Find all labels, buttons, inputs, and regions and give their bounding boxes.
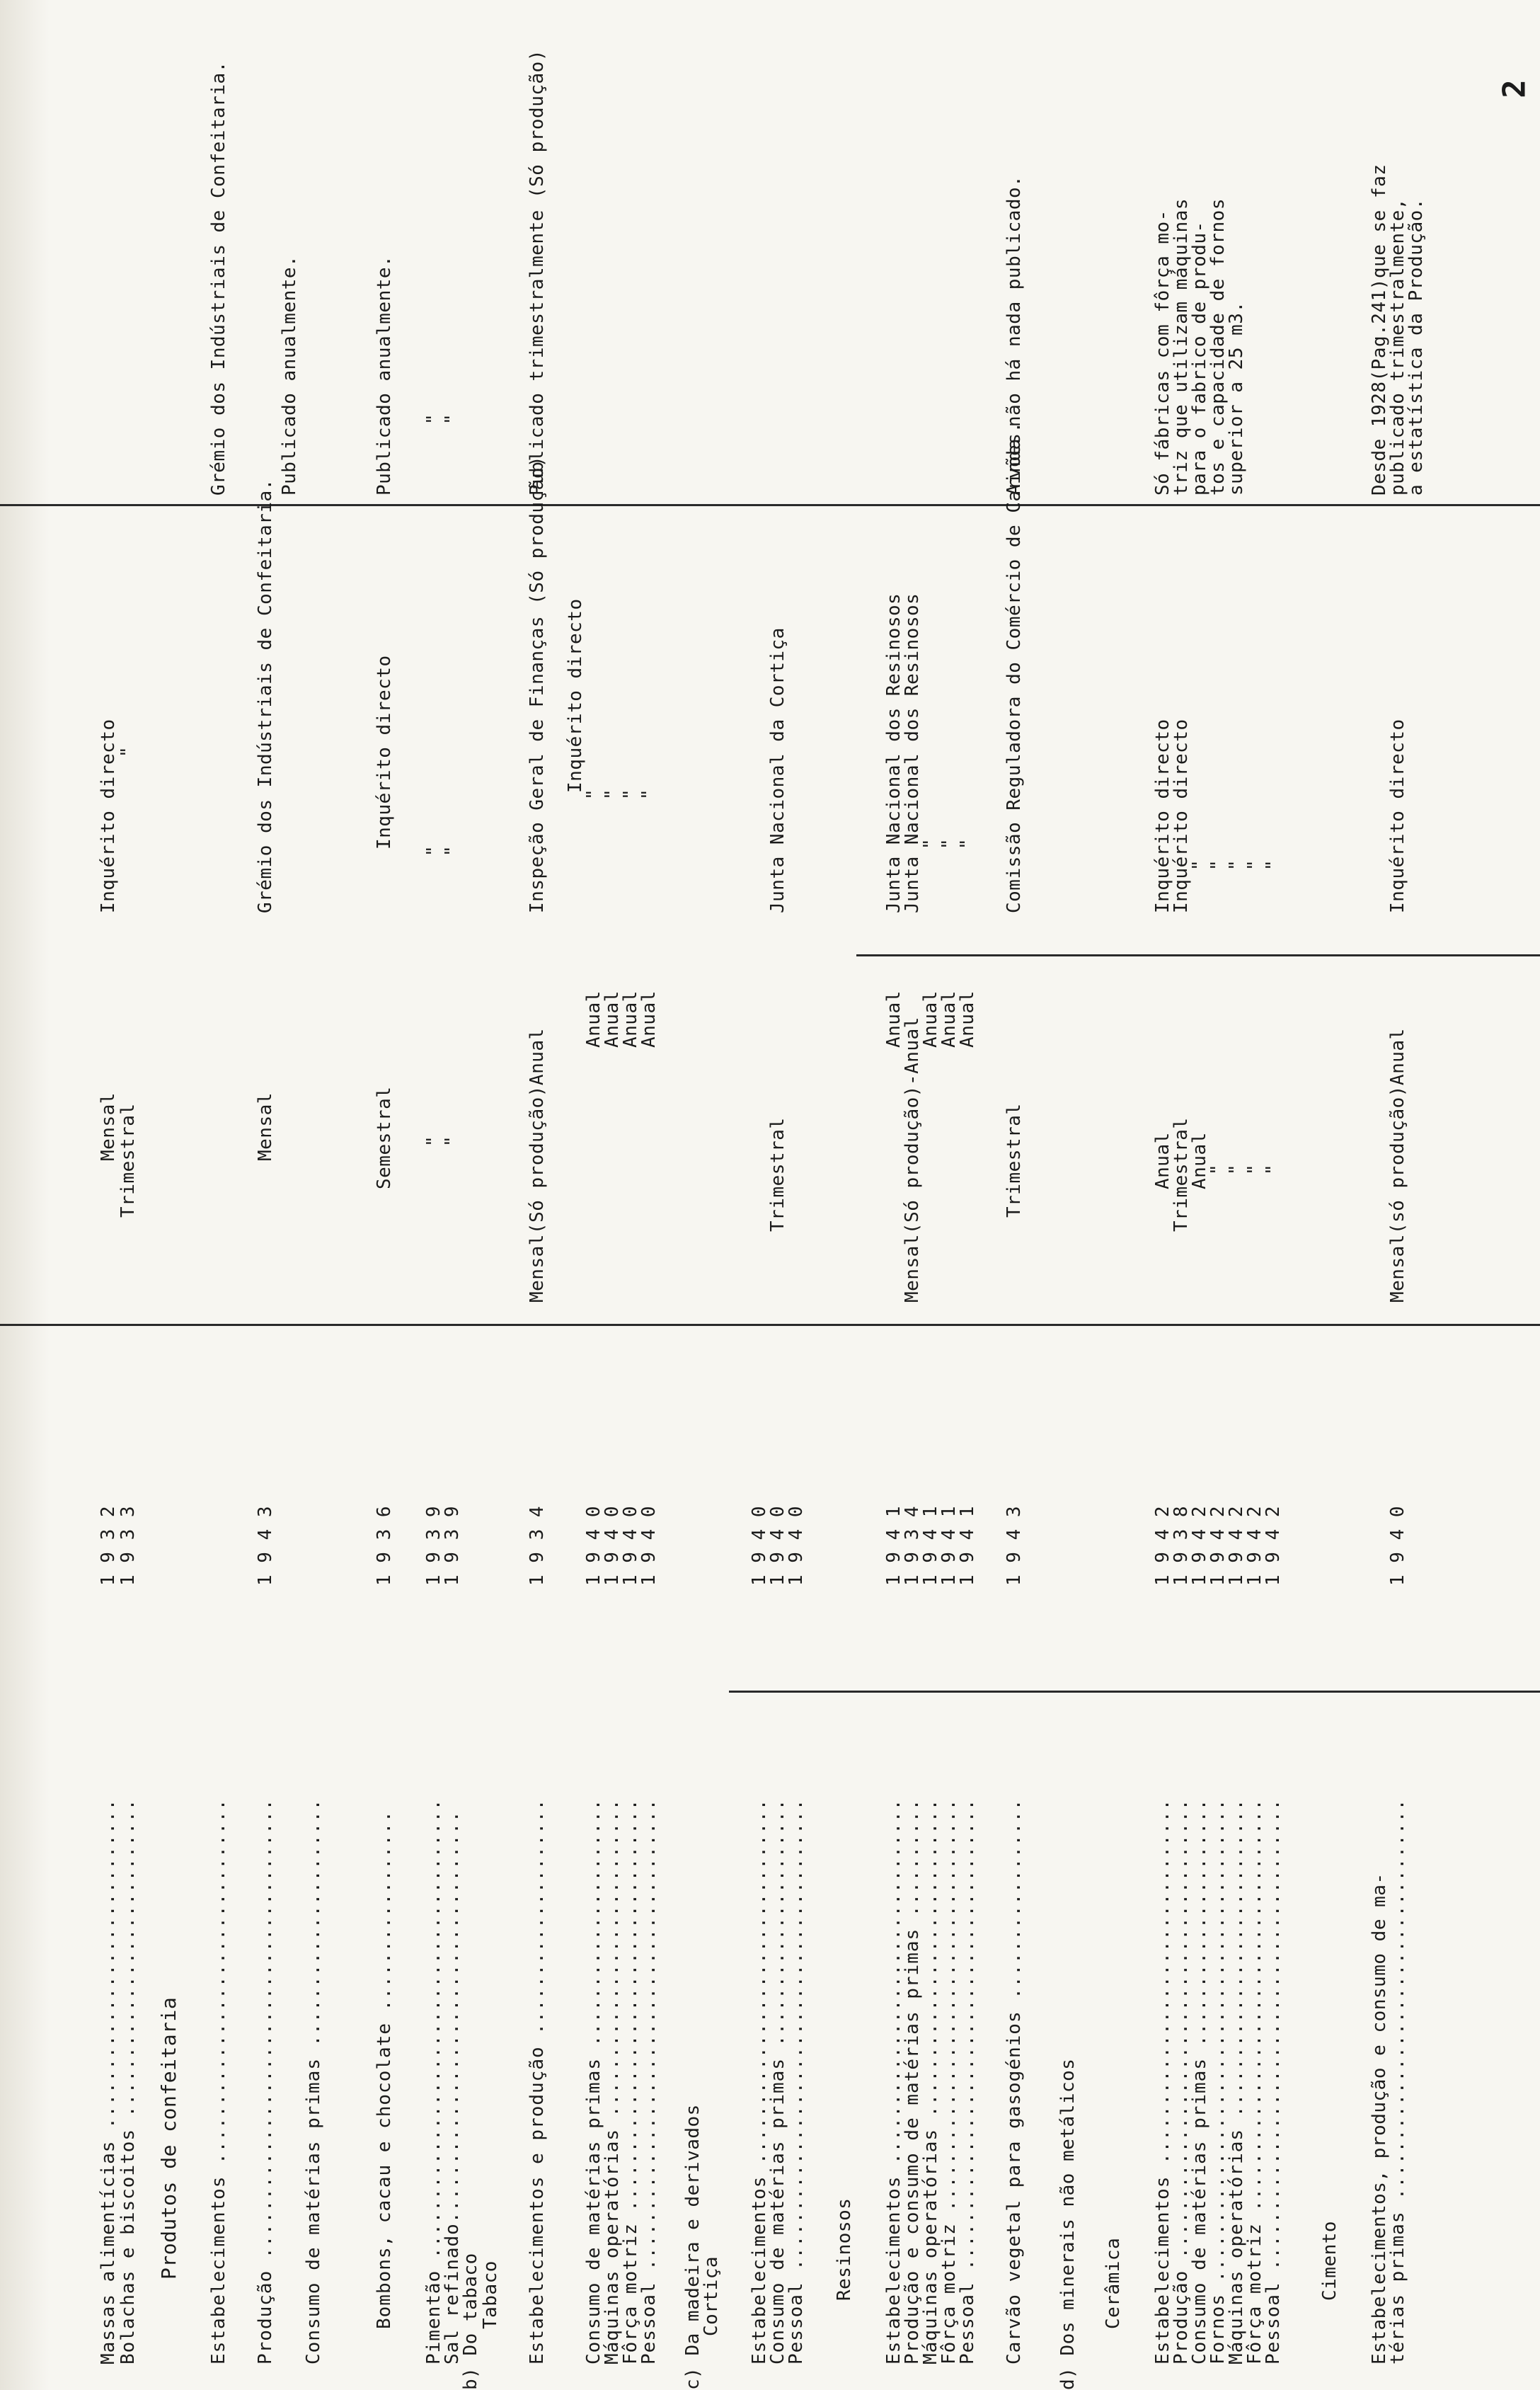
year-maq4: 1 9 4 2 [1226, 1505, 1247, 1586]
freq-bombons: Semestral [374, 1086, 395, 1189]
freq-massas: Mensal [98, 1092, 119, 1161]
label-tabaco-sub: Tabaco [480, 2260, 501, 2329]
note-ceramica-1: Só fábricas com fôrça mo- [1152, 210, 1173, 496]
freq-pessoal4: " [1263, 1163, 1284, 1175]
year-estab4: 1 9 4 2 [1152, 1505, 1173, 1586]
freq-carvao: Trimestral [1004, 1103, 1025, 1218]
label-pessoal1: Pessoal ........................................ [638, 1798, 660, 2365]
label-estab4: Estabelecimentos ............................... [1152, 1798, 1173, 2365]
year-massas: 1 9 3 2 [98, 1505, 119, 1586]
scan-edge-shading [0, 0, 50, 2390]
year-consumo3: 1 9 4 0 [767, 1505, 788, 1586]
note-ceramica-3: para o fabrico de produ- [1189, 221, 1210, 496]
freq-pessoal3: Anual [957, 990, 978, 1048]
freq-consumo2: Anual [583, 990, 604, 1048]
column-rule-4 [0, 504, 1540, 506]
source-maq4: " [1226, 859, 1247, 871]
label-producao4: Produção ....................................... [1171, 1798, 1192, 2365]
source-prodcons: Junta Nacional dos Resinosos [902, 593, 923, 913]
freq-maq2: Anual [920, 990, 941, 1048]
label-forca4: Fôrça motriz ................................... [1244, 1798, 1265, 2365]
label-confeitaria: Produtos de confeitaria [157, 1996, 180, 2280]
label-sal: Sal refinado................................... [442, 1810, 463, 2365]
year-forca4: 1 9 4 2 [1244, 1505, 1265, 1586]
source-consumo4: " [1189, 859, 1210, 871]
freq-forca1: Anual [620, 990, 641, 1048]
label-pessoal2: Pessoal ........................................ [786, 1798, 807, 2365]
freq-estab4: Anual [1152, 1132, 1173, 1189]
obs-pimentao: " [423, 413, 444, 425]
freq-maq1: Anual [602, 990, 623, 1048]
freq-pessoal1: Anual [638, 990, 660, 1048]
year-estab-cim: 1 9 4 0 [1387, 1505, 1408, 1586]
source-sal: " [442, 845, 463, 857]
page-number: 2 [1496, 79, 1533, 98]
year-maq1: 1 9 4 0 [602, 1505, 623, 1586]
note-cimento-2: publicado trimestralmente, [1387, 198, 1408, 496]
label-pessoal3: Pessoal ........................................ [957, 1798, 978, 2365]
column-rule-3 [856, 954, 1540, 956]
year-forca2: 1 9 4 1 [938, 1505, 960, 1586]
label-forca2: Fôrça motriz ................................... [938, 1798, 960, 2365]
freq-forca2: Anual [938, 990, 960, 1048]
label-consumo3: Consumo de matérias primas ..................... [767, 1798, 788, 2365]
source-consumo2: " [583, 788, 604, 800]
freq-sal: " [442, 1135, 463, 1147]
source-inq-dir: Inquérito directo [565, 598, 586, 793]
year-producao1: 1 9 4 3 [255, 1505, 276, 1586]
year-estab3: 1 9 4 1 [883, 1505, 904, 1586]
year-consumo2: 1 9 4 0 [583, 1505, 604, 1586]
freq-maq4: " [1226, 1163, 1247, 1175]
obs-bombons: Publicado anualmente. [374, 255, 395, 496]
freq-estab-prod: Mensal(Só produção)Anual [527, 1028, 548, 1303]
note-ceramica-5: superior a 25 m3. [1226, 301, 1247, 496]
label-ceramica-sub: Cerâmica [1103, 2237, 1124, 2329]
source-pessoal3: " [957, 837, 978, 850]
year-sal: 1 9 3 9 [442, 1505, 463, 1586]
label-estab3: Estabelecimentos ............................... [883, 1798, 904, 2365]
source-pessoal4: " [1263, 859, 1284, 871]
year-pimentao: 1 9 3 9 [423, 1505, 444, 1586]
label-cimento-sub: Cimento [1319, 2220, 1340, 2301]
note-ceramica-2: triz que utilizam máquinas [1171, 198, 1192, 496]
freq-estab3: Anual [883, 990, 904, 1048]
year-pessoal2: 1 9 4 0 [786, 1505, 807, 1586]
freq-forca4: " [1244, 1163, 1265, 1175]
note-cimento-1: Desde 1928(Pag.241)que se faz [1369, 164, 1390, 496]
label-consumo4: Consumo de matérias primas ..................... [1189, 1798, 1210, 2365]
source-carvao: Comissão Reguladora do Comércio de Carvões. [1004, 421, 1025, 913]
label-pessoal4: Pessoal ........................................ [1263, 1798, 1284, 2365]
source-pessoal1: " [638, 788, 660, 800]
note-ceramica-4: tos e capacidade de fornos [1207, 198, 1229, 496]
label-madeira-head: c) Da madeira e derivados [682, 2104, 703, 2390]
source-forca4: " [1244, 859, 1265, 871]
source-forca1: " [620, 788, 641, 800]
source-producao4: Inquérito directo [1171, 719, 1192, 913]
source-pimentao: " [423, 845, 444, 857]
freq-fornos: " [1207, 1163, 1229, 1175]
label-maq1: Máquinas operatórias ........................... [602, 1798, 623, 2365]
source-estab-cim: Inquérito directo [1387, 719, 1408, 913]
year-estab2: 1 9 4 0 [749, 1505, 770, 1586]
obs-estab-prod: Publicado trimestralmente (Só produção) [527, 50, 548, 496]
obs-sal: " [442, 413, 463, 425]
label-producao1: Produção ....................................... [255, 1798, 276, 2365]
year-bombons: 1 9 3 6 [374, 1505, 395, 1586]
year-maq2: 1 9 4 1 [920, 1505, 941, 1586]
label-minerais-head: d) Dos minerais não metálicos [1057, 2058, 1079, 2390]
source-estab2: Junta Nacional da Cortiça [767, 627, 788, 913]
label-bolachas: Bolachas e biscoitos ........................... [117, 1798, 139, 2365]
year-prodcons: 1 9 3 4 [902, 1505, 923, 1586]
obs-estab1: Grémio dos Indústriais de Confeitaria. [208, 61, 229, 496]
note-cimento-3: a estatística da Produção. [1406, 198, 1427, 496]
source-estab3: Junta Nacional dos Resinosos [883, 593, 904, 913]
freq-pimentao: " [423, 1135, 444, 1147]
year-consumo4: 1 9 4 2 [1189, 1505, 1210, 1586]
year-pessoal1: 1 9 4 0 [638, 1505, 660, 1586]
obs-producao1: Publicado anualmente. [279, 255, 300, 496]
source-estab-prod: Inspeção Geral de Finanças (Só produção) [527, 455, 548, 913]
freq-producao1: Mensal [255, 1092, 276, 1161]
label-bombons: Bombons, cacau e chocolate ................. [374, 1810, 395, 2329]
label-tabaco-head: b) Do tabaco [460, 2253, 481, 2390]
year-pessoal4: 1 9 4 2 [1263, 1505, 1284, 1586]
source-estab4: Inquérito directo [1152, 719, 1173, 913]
source-producao1: Grémio dos Indústriais de Confeitaria. [255, 479, 276, 913]
year-forca1: 1 9 4 0 [620, 1505, 641, 1586]
label-consumo1: Consumo de matérias primas ..................... [303, 1798, 324, 2365]
source-bolachas: " [117, 745, 139, 757]
obs-carvao: Ainda não há nada publicado. [1004, 175, 1025, 496]
label-estab1: Estabelecimentos ............................... [208, 1798, 229, 2365]
source-fornos: " [1207, 859, 1229, 871]
freq-estab-cim: Mensal(só produção)Anual [1387, 1028, 1408, 1303]
label-massas: Massas alimentícias ............................ [98, 1798, 119, 2365]
column-rule-1 [729, 1691, 1540, 1693]
label-fornos: Fornos ......................................... [1207, 1798, 1229, 2365]
label-estab2: Estabelecimentos ............................... [749, 1798, 770, 2365]
freq-estab2: Trimestral [767, 1117, 788, 1232]
year-fornos: 1 9 4 2 [1207, 1505, 1229, 1586]
freq-prodcons: Mensal(Só produção)-Anual [902, 1017, 923, 1303]
label-consumo2: Consumo de matérias primas ..................... [583, 1798, 604, 2365]
source-massas: Inquérito directo [98, 719, 119, 913]
year-producao4: 1 9 3 8 [1171, 1505, 1192, 1586]
label-pimentao: Pimentão ....................................... [423, 1798, 444, 2365]
year-estab-prod: 1 9 3 4 [527, 1505, 548, 1586]
year-pessoal3: 1 9 4 1 [957, 1505, 978, 1586]
label-maq4: Máquinas operatórias ........................... [1226, 1798, 1247, 2365]
label-estab-cim-1: Estabelecimentos, produção e consumo de ma- [1369, 1872, 1390, 2365]
year-bolachas: 1 9 3 3 [117, 1505, 139, 1586]
label-maq2: Máquinas operatórias ........................... [920, 1798, 941, 2365]
source-forca2: " [938, 837, 960, 850]
label-prodcons: Produção e consumo de matérias primas .......... [902, 1798, 923, 2365]
source-maq2: " [920, 837, 941, 850]
source-bombons: Inquérito directo [374, 655, 395, 850]
label-estab-prod: Estabelecimentos e produção .................... [527, 1798, 548, 2365]
label-carvao: Carvão vegetal para gasogénios ................. [1004, 1798, 1025, 2365]
label-cortica-sub: Cortiça [701, 2255, 722, 2336]
label-resinosos-sub: Resinosos [834, 2197, 855, 2301]
freq-bolachas: Trimestral [117, 1103, 139, 1218]
label-forca1: Fôrça motriz ................................... [620, 1798, 641, 2365]
year-carvao: 1 9 4 3 [1004, 1505, 1025, 1586]
source-maq1: " [602, 788, 623, 800]
label-estab-cim-2: térias primas .................................. [1387, 1798, 1408, 2365]
freq-consumo4: Anual [1189, 1132, 1210, 1189]
freq-producao4: Trimestral [1171, 1117, 1192, 1232]
column-rule-2 [0, 1324, 1540, 1326]
